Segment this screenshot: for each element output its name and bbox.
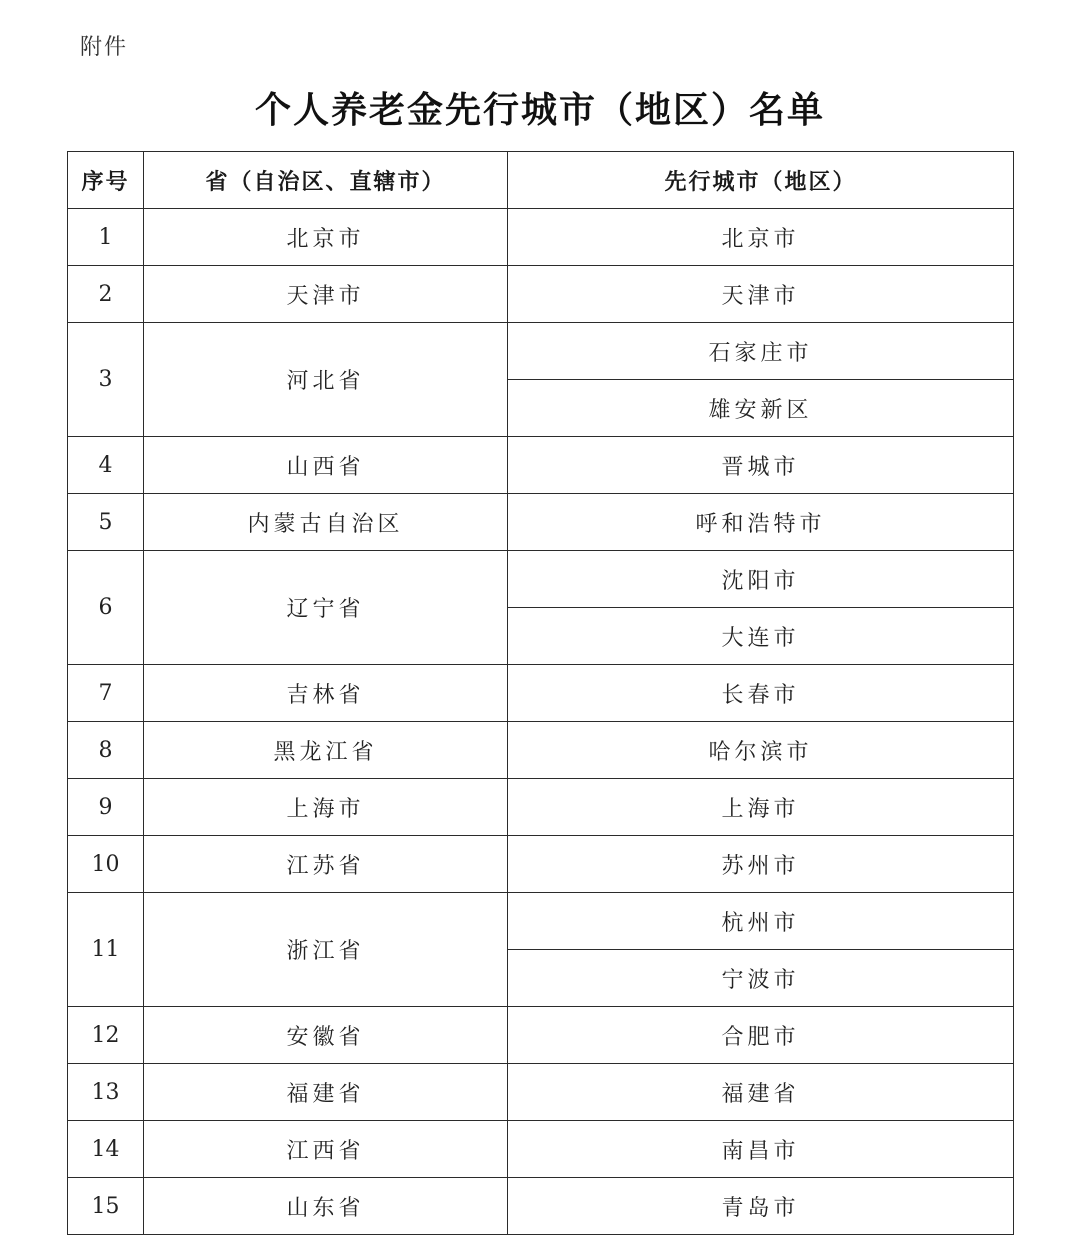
province-cell: 天津市: [144, 266, 508, 323]
table-row: [68, 893, 1014, 950]
table-row: [68, 1121, 1014, 1178]
row-number: 3: [68, 323, 144, 437]
table-row: [68, 1178, 1014, 1235]
header-city: 先行城市（地区）: [508, 152, 1014, 209]
province-cell: 安徽省: [144, 1007, 508, 1064]
row-number: 13: [68, 1064, 144, 1121]
row-number: 11: [68, 893, 144, 1007]
city-cell: 北京市: [508, 209, 1014, 266]
province-cell: 北京市: [144, 209, 508, 266]
province-cell: 吉林省: [144, 665, 508, 722]
row-number: 2: [68, 266, 144, 323]
province-cell: 山东省: [144, 1178, 508, 1235]
table-row: [68, 1064, 1014, 1121]
row-number: 1: [68, 209, 144, 266]
row-number: 12: [68, 1007, 144, 1064]
city-cell: 沈阳市: [508, 551, 1014, 608]
province-cell: 上海市: [144, 779, 508, 836]
document-title: 个人养老金先行城市（地区）名单: [254, 90, 825, 131]
table-body: [68, 209, 1014, 1235]
city-cell: 天津市: [508, 266, 1014, 323]
city-cell: 杭州市: [508, 893, 1014, 950]
pilot-cities-table: [67, 151, 1014, 1235]
city-cell: 苏州市: [508, 836, 1014, 893]
row-number: 14: [68, 1121, 144, 1178]
city-cell: 呼和浩特市: [508, 494, 1014, 551]
row-number: 6: [68, 551, 144, 665]
header-no: 序号: [68, 152, 144, 209]
province-cell: 黑龙江省: [144, 722, 508, 779]
row-number: 10: [68, 836, 144, 893]
table-row: [68, 323, 1014, 380]
row-number: 15: [68, 1178, 144, 1235]
province-cell: 河北省: [144, 323, 508, 437]
row-number: 8: [68, 722, 144, 779]
table-row: [68, 665, 1014, 722]
province-cell: 江西省: [144, 1121, 508, 1178]
city-cell: 青岛市: [508, 1178, 1014, 1235]
city-cell: 宁波市: [508, 950, 1014, 1007]
city-cell: 合肥市: [508, 1007, 1014, 1064]
city-cell: 长春市: [508, 665, 1014, 722]
province-cell: 内蒙古自治区: [144, 494, 508, 551]
province-cell: 山西省: [144, 437, 508, 494]
table-row: [68, 494, 1014, 551]
city-cell: 南昌市: [508, 1121, 1014, 1178]
city-cell: 大连市: [508, 608, 1014, 665]
province-cell: 浙江省: [144, 893, 508, 1007]
city-cell: 哈尔滨市: [508, 722, 1014, 779]
province-cell: 辽宁省: [144, 551, 508, 665]
city-cell: 雄安新区: [508, 380, 1014, 437]
row-number: 7: [68, 665, 144, 722]
table-row: [68, 551, 1014, 608]
attachment-label: 附件: [80, 35, 129, 60]
table-row: [68, 722, 1014, 779]
table-header-row: [68, 152, 1014, 209]
city-cell: 上海市: [508, 779, 1014, 836]
row-number: 5: [68, 494, 144, 551]
table-row: [68, 266, 1014, 323]
province-cell: 福建省: [144, 1064, 508, 1121]
table-row: [68, 836, 1014, 893]
table-row: [68, 209, 1014, 266]
city-cell: 晋城市: [508, 437, 1014, 494]
table-row: [68, 779, 1014, 836]
table-row: [68, 437, 1014, 494]
row-number: 4: [68, 437, 144, 494]
header-province: 省（自治区、直辖市）: [144, 152, 508, 209]
table-row: [68, 1007, 1014, 1064]
row-number: 9: [68, 779, 144, 836]
province-cell: 江苏省: [144, 836, 508, 893]
city-cell: 福建省: [508, 1064, 1014, 1121]
city-cell: 石家庄市: [508, 323, 1014, 380]
